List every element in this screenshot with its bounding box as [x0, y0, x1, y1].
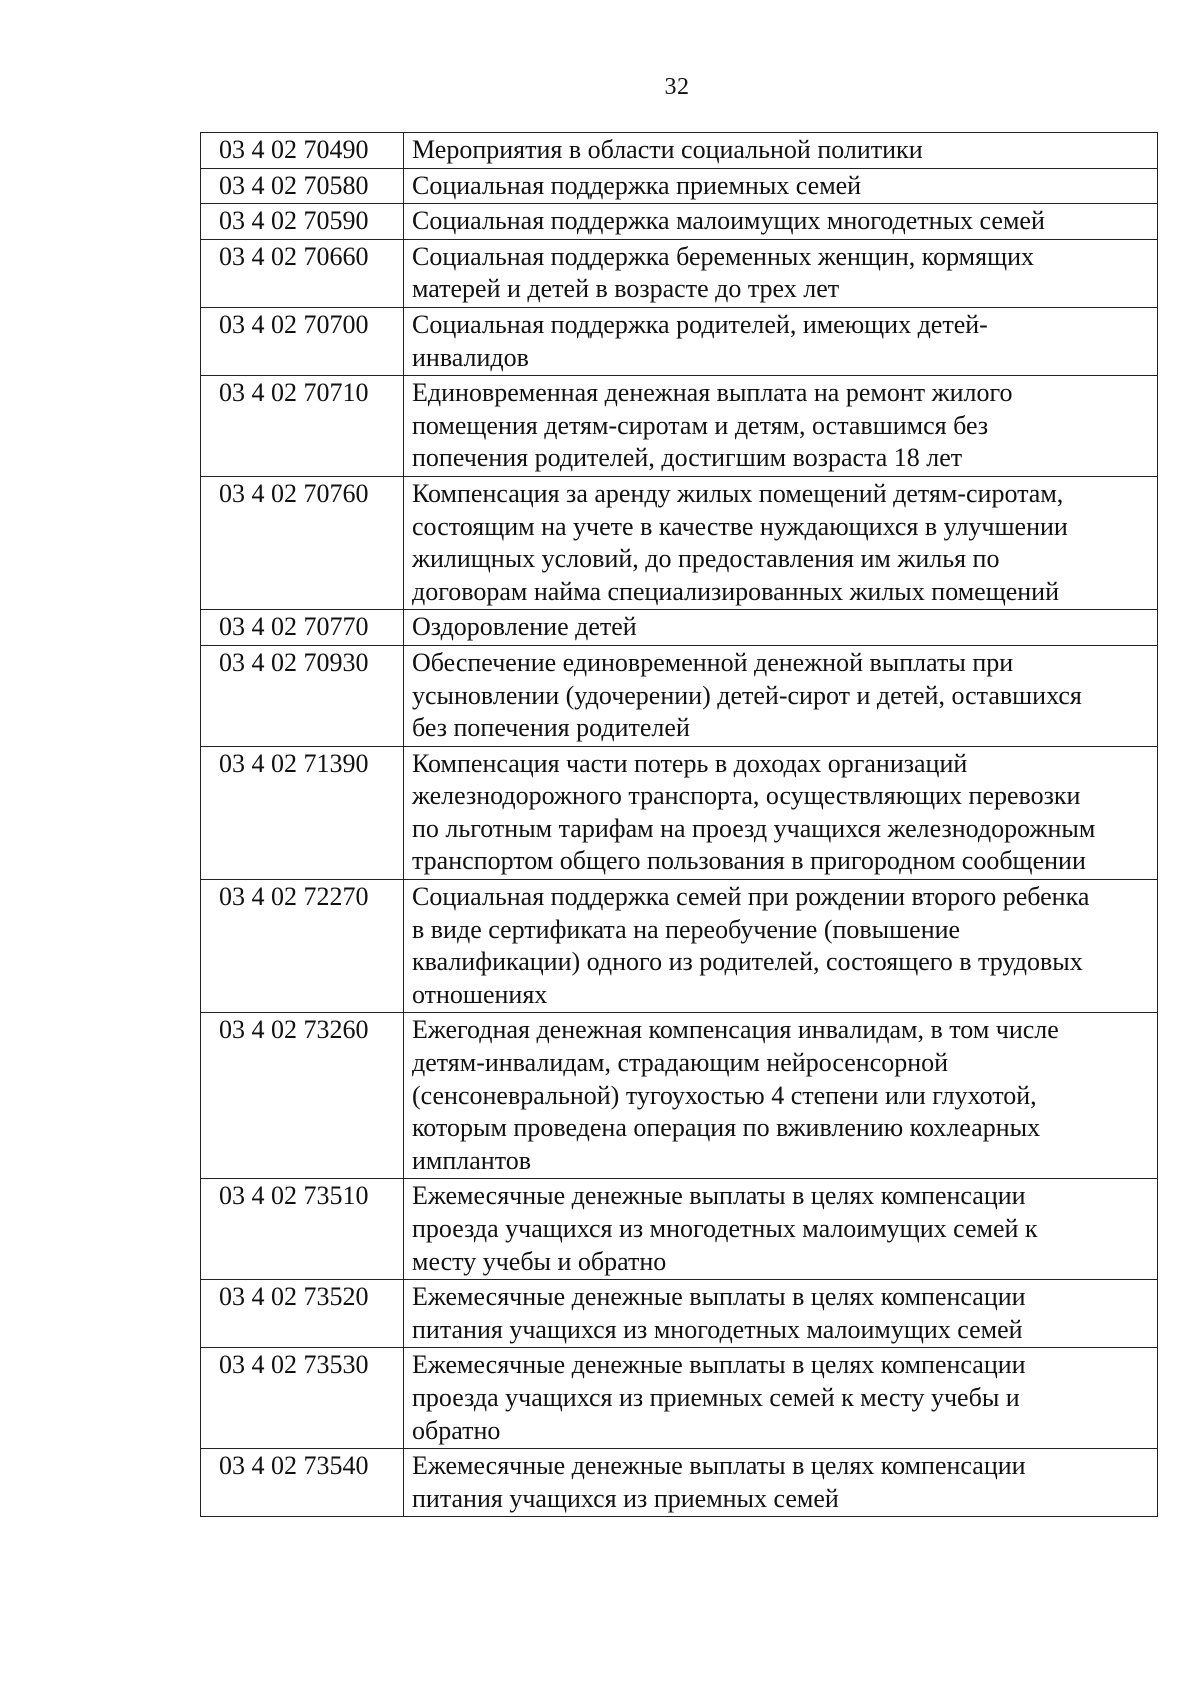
description-cell — [404, 307, 1158, 375]
description-line: транспортом общего пользования в пригородном сообщении — [412, 846, 1086, 876]
classification-code: 03 4 02 70660 — [201, 239, 404, 307]
description-line: имплантов — [412, 1145, 532, 1175]
table-row — [201, 1179, 1158, 1280]
description-cell — [404, 1449, 1158, 1517]
table-body — [201, 133, 1158, 1517]
description-line: Ежемесячные денежные выплаты в целях компенсации — [412, 1350, 1026, 1380]
classification-code: 03 4 02 70590 — [201, 204, 404, 240]
description-line: жилищных условий, до предоставления им жилья по — [412, 544, 1000, 574]
classification-code: 03 4 02 72270 — [201, 880, 404, 1013]
description-line: Ежемесячные денежные выплаты в целях компенсации — [412, 1451, 1026, 1481]
description-line: Ежегодная денежная компенсация инвалидам, в том числе — [412, 1015, 1059, 1045]
table-row — [201, 610, 1158, 646]
description-line: матерей и детей в возрасте до трех лет — [412, 274, 840, 304]
description-cell — [404, 880, 1158, 1013]
description-line: без попечения родителей — [412, 713, 690, 743]
description-line: месту учебы и обратно — [412, 1246, 667, 1276]
description-cell — [404, 239, 1158, 307]
description-cell — [404, 204, 1158, 240]
classification-code: 03 4 02 70930 — [201, 645, 404, 746]
description-cell — [404, 1348, 1158, 1449]
description-cell — [404, 645, 1158, 746]
table-row — [201, 168, 1158, 204]
budget-codes-table — [200, 132, 1158, 1517]
table-row — [201, 1449, 1158, 1517]
description-cell — [404, 133, 1158, 169]
classification-code: 03 4 02 73540 — [201, 1449, 404, 1517]
description-line: Обеспечение единовременной денежной выплаты при — [412, 647, 1014, 677]
table-row — [201, 1348, 1158, 1449]
classification-code: 03 4 02 73530 — [201, 1348, 404, 1449]
description-line: договорам найма специализированных жилых помещений — [412, 576, 1059, 606]
description-cell — [404, 1179, 1158, 1280]
table-row — [201, 645, 1158, 746]
description-line: Ежемесячные денежные выплаты в целях компенсации — [412, 1282, 1026, 1312]
description-line: Социальная поддержка семей при рождении второго ребенка — [412, 882, 1090, 912]
table-row — [201, 746, 1158, 879]
description-cell — [404, 1013, 1158, 1179]
classification-code: 03 4 02 73510 — [201, 1179, 404, 1280]
description-line: проезда учащихся из приемных семей к месту учебы и — [412, 1382, 1020, 1412]
description-line: Единовременная денежная выплата на ремонт жилого — [412, 378, 1013, 408]
table-row — [201, 1013, 1158, 1179]
classification-code: 03 4 02 70710 — [201, 376, 404, 477]
description-line: Социальная поддержка родителей, имеющих детей- — [412, 309, 988, 339]
table-row — [201, 880, 1158, 1013]
classification-code: 03 4 02 73260 — [201, 1013, 404, 1179]
description-line: Ежемесячные денежные выплаты в целях компенсации — [412, 1181, 1026, 1211]
classification-code: 03 4 02 70580 — [201, 168, 404, 204]
description-cell — [404, 376, 1158, 477]
description-line: питания учащихся из многодетных малоимущих семей — [412, 1314, 1023, 1344]
description-cell — [404, 476, 1158, 609]
table-row — [201, 376, 1158, 477]
description-line: отношениях — [412, 979, 548, 1009]
description-line: которым проведена операция по вживлению кохлеарных — [412, 1113, 1041, 1143]
description-line: детям-инвалидам, страдающим нейросенсорной — [412, 1048, 949, 1078]
description-line: инвалидов — [412, 342, 529, 372]
table-row — [201, 307, 1158, 375]
description-line: Оздоровление детей — [412, 612, 637, 642]
description-line: питания учащихся из приемных семей — [412, 1483, 839, 1513]
description-line: Мероприятия в области социальной политики — [412, 135, 923, 164]
description-line: Социальная поддержка малоимущих многодетных семей — [412, 206, 1045, 236]
page-number: 32 — [664, 74, 690, 100]
description-line: в виде сертификата на переобучение (повышение — [412, 914, 961, 944]
description-cell — [404, 1280, 1158, 1348]
description-line: помещения детям-сиротам и детям, оставшимся без — [412, 410, 989, 440]
description-line: квалификации) одного из родителей, состоящего в трудовых — [412, 947, 1083, 977]
description-cell — [404, 746, 1158, 879]
description-line: состоящим на учете в качестве нуждающихся в улучшении — [412, 511, 1068, 541]
classification-code: 03 4 02 71390 — [201, 746, 404, 879]
description-line: проезда учащихся из многодетных малоимущих семей к — [412, 1214, 1038, 1243]
classification-code: 03 4 02 70760 — [201, 476, 404, 609]
description-line: по льготным тарифам на проезд учащихся железнодорожным — [412, 813, 1096, 843]
table-row — [201, 476, 1158, 609]
description-line: (сенсоневральной) тугоухостью 4 степени или глухотой, — [412, 1080, 1037, 1110]
description-line: попечения родителей, достигшим возраста 18 лет — [412, 443, 963, 473]
description-line: Социальная поддержка беременных женщин, кормящих — [412, 241, 1035, 271]
classification-code: 03 4 02 73520 — [201, 1280, 404, 1348]
description-line: Компенсация части потерь в доходах организаций — [412, 748, 968, 778]
description-line: Социальная поддержка приемных семей — [412, 170, 862, 200]
table-row — [201, 204, 1158, 240]
description-line: железнодорожного транспорта, осуществляющих перевозки — [412, 781, 1081, 811]
description-line: обратно — [412, 1415, 501, 1445]
table-row — [201, 1280, 1158, 1348]
description-cell — [404, 610, 1158, 646]
description-line: усыновлении (удочерении) детей-сирот и детей, оставшихся — [412, 680, 1082, 710]
description-cell — [404, 168, 1158, 204]
classification-code: 03 4 02 70700 — [201, 307, 404, 375]
description-line: Компенсация за аренду жилых помещений детям-сиротам, — [412, 478, 1064, 508]
classification-code: 03 4 02 70490 — [201, 133, 404, 169]
table-row — [201, 133, 1158, 169]
table-row — [201, 239, 1158, 307]
classification-code: 03 4 02 70770 — [201, 610, 404, 646]
